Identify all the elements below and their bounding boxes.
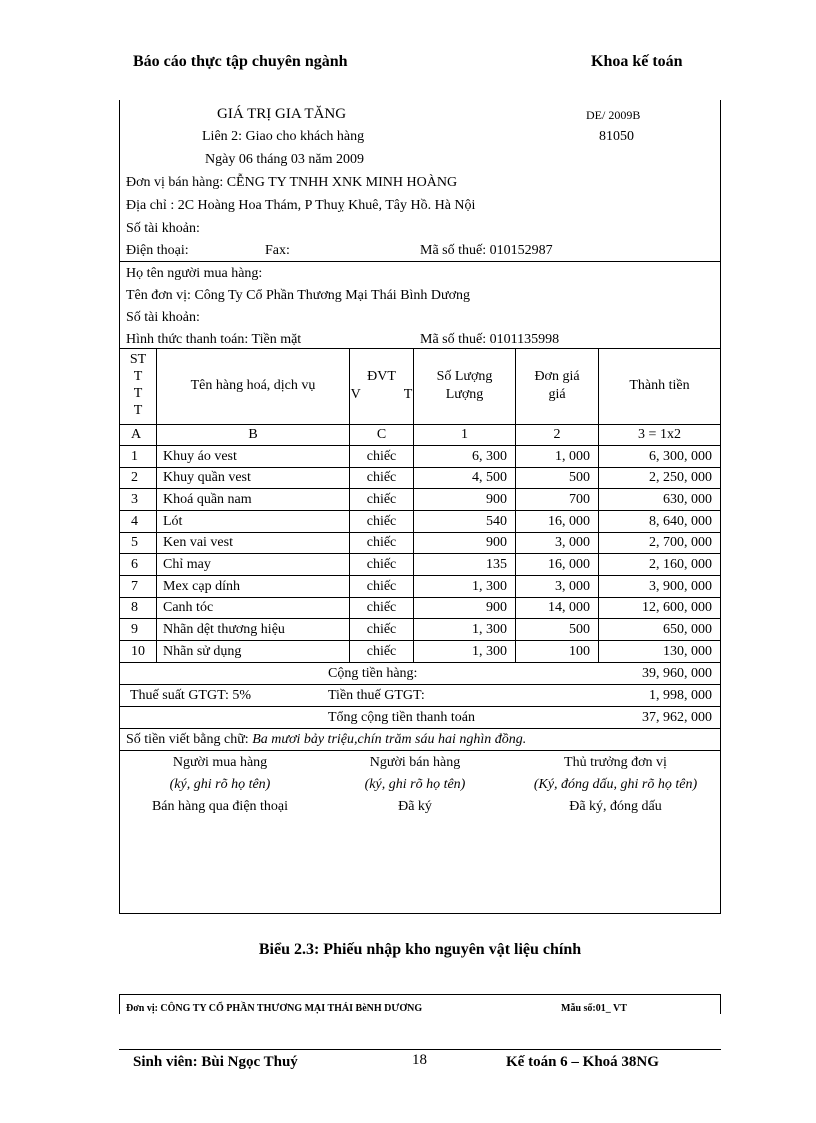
row-stt: 3 [131,492,138,507]
row-price: 16, 000 [548,557,590,572]
row-qty: 6, 300 [472,449,507,464]
amount-in-words [126,732,526,748]
figure-caption: Biểu 2.3: Phiếu nhập kho nguyên vật liệu chính [258,941,582,958]
col-code: C [376,427,387,442]
row-qty: 540 [486,514,507,529]
seller-address: Địa chỉ : 2C Hoàng Hoa Thám, P Thuỵ Khuê, Tây Hồ. Hà Nội [126,198,476,213]
row-stt: 9 [131,622,138,637]
row-unit: chiếc [366,535,397,550]
signature-note: Bán hàng qua điện thoại [151,799,289,814]
row-stt: 10 [131,644,145,659]
row-unit: chiếc [366,492,397,507]
row-name: Ken vai vest [163,535,233,550]
row-price: 100 [569,644,590,659]
grand-total-value: 37, 962, 000 [642,710,712,725]
row-unit: chiếc [366,557,397,572]
row-stt: 8 [131,600,138,615]
invoice-number: 81050 [599,129,634,144]
row-qty: 1, 300 [472,644,507,659]
col-code: 2 [553,427,561,442]
row-amount: 8, 640, 000 [649,514,712,529]
signature-role: Người bán hàng [369,755,461,770]
row-name: Chỉ may [163,557,211,572]
footer-student: Sinh viên: Bùi Ngọc Thuý [133,1054,298,1070]
row-amount: 6, 300, 000 [649,449,712,464]
row-stt: 2 [131,470,138,485]
footer-rule [119,1049,721,1050]
row-amount: 3, 900, 000 [649,579,712,594]
signature-note: Đã ký, đóng dấu [569,799,662,814]
row-qty: 1, 300 [472,622,507,637]
seller-account: Số tài khoản: [126,221,200,236]
row-price: 3, 000 [555,579,590,594]
row-name: Khuy quần vest [163,470,251,485]
row-stt: 6 [131,557,138,572]
row-price: 16, 000 [548,514,590,529]
row-qty: 900 [486,535,507,550]
row-name: Nhãn sử dụng [163,644,242,659]
buyer-account: Số tài khoản: [126,310,200,325]
vat-amount-label: Tiền thuế GTGT: [328,688,425,703]
invoice-title: GIÁ TRỊ GIA TĂNG [217,106,347,122]
signature-role: Người mua hàng [172,755,268,770]
row-price: 700 [569,492,590,507]
row-amount: 130, 000 [663,644,712,659]
row-unit: chiếc [366,600,397,615]
row-qty: 900 [486,492,507,507]
col-header-price: Đơn giá giá [534,369,580,402]
buyer-tax-code: Mã số thuế: 0101135998 [420,332,560,347]
row-stt: 4 [131,514,138,529]
col-header-qty: Số Lượng Lượng [436,369,493,402]
amount-in-words-label: Số tiền viết bằng chữ: [126,732,249,747]
page-header-left: Báo cáo thực tập chuyên ngành [133,53,348,70]
row-price: 500 [569,470,590,485]
row-qty: 135 [486,557,507,572]
col-header-name: Tên hàng hoá, dịch vụ [190,378,316,393]
goods-total-value: 39, 960, 000 [642,666,712,681]
invoice-date: Ngày 06 tháng 03 năm 2009 [205,152,365,167]
buyer-name: Họ tên người mua hàng: [126,266,263,281]
row-amount: 12, 600, 000 [642,600,712,615]
row-qty: 4, 500 [472,470,507,485]
row-stt: 7 [131,579,138,594]
row-qty: 900 [486,600,507,615]
footer-class: Kế toán 6 – Khoá 38NG [506,1054,659,1070]
row-name: Khuy áo vest [163,449,237,464]
invoice-form-code: DE/ 2009B [586,108,641,122]
page-header-right: Khoa kế toán [591,53,683,70]
goods-total-label: Cộng tiền hàng: [328,666,418,681]
row-name: Canh tóc [163,600,214,615]
signature-role: Thủ trưởng đơn vị [564,755,667,770]
vat-amount-value: 1, 998, 000 [649,688,712,703]
col-header-stt: ST T T T [129,352,147,418]
row-amount: 630, 000 [663,492,712,507]
buyer-unit: Tên đơn vị: Công Ty Cổ Phần Thương Mại Thái Bình Dương [126,288,471,303]
row-stt: 5 [131,535,138,550]
row-unit: chiếc [366,470,397,485]
vat-rate: Thuế suất GTGT: 5% [130,688,251,703]
row-amount: 2, 250, 000 [649,470,712,485]
next-form-unit: Đơn vị: CÔNG TY CỔ PHẦN THƯƠNG MẠI THÁI BèNH DƯƠNG [126,1003,423,1014]
row-unit: chiếc [366,514,397,529]
col-header-amount: Thành tiền [629,378,690,393]
grand-total-label: Tổng cộng tiền thanh toán [328,710,475,725]
seller-phone: Điện thoại: [126,243,189,258]
seller-tax-code: Mã số thuế: 010152987 [420,243,553,258]
row-qty: 1, 300 [472,579,507,594]
invoice-copy: Liên 2: Giao cho khách hàng [202,129,365,144]
signature-hint: (ký, ghi rõ họ tên) [364,777,466,792]
next-form-code: Mẫu số:01_ VT [561,1003,627,1014]
row-amount: 2, 160, 000 [649,557,712,572]
row-stt: 1 [131,449,138,464]
row-unit: chiếc [366,449,397,464]
row-name: Lót [163,514,183,529]
amount-in-words-value: Ba mươi bảy triệu,chín trăm sáu hai nghìn đồng. [252,732,527,747]
row-amount: 650, 000 [663,622,712,637]
row-price: 500 [569,622,590,637]
payment-method: Hình thức thanh toán: Tiền mặt [126,332,302,347]
seller-fax: Fax: [265,243,290,258]
col-code: B [248,427,258,442]
row-price: 14, 000 [548,600,590,615]
row-name: Mex cạp dính [163,579,240,594]
row-unit: chiếc [366,622,397,637]
footer-page-number: 18 [412,1052,427,1068]
signature-hint: (ký, ghi rõ họ tên) [169,777,271,792]
row-amount: 2, 700, 000 [649,535,712,550]
col-code: 3 = 1x2 [638,427,681,442]
row-price: 3, 000 [555,535,590,550]
row-unit: chiếc [366,644,397,659]
row-unit: chiếc [366,579,397,594]
seller-name: Đơn vị bán hàng: CỄNG TY TNHH XNK MINH HOÀNG [126,175,458,190]
row-name: Khoá quần nam [163,492,252,507]
row-price: 1, 000 [555,449,590,464]
signature-note: Đã ký [398,799,432,814]
row-name: Nhãn dệt thương hiệu [163,622,285,637]
signature-hint: (Ký, đóng dấu, ghi rõ họ tên) [533,777,698,792]
col-code: A [131,427,142,442]
col-code: 1 [461,427,468,442]
col-header-unit: ĐVT V T [350,369,413,402]
